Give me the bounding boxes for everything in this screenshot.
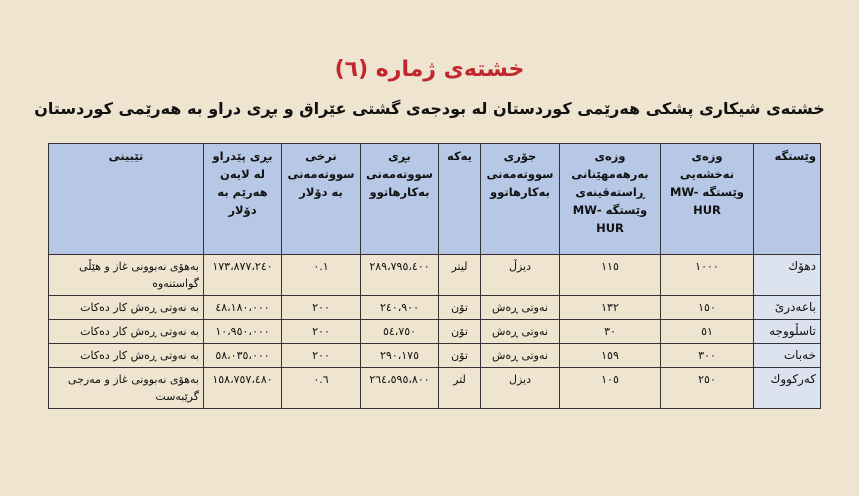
cell-amount-paid: ١٠،٩٥٠،٠٠٠ (204, 320, 282, 344)
cell-fuel-price: ٢٠٠ (282, 344, 361, 368)
cell-planned-capacity: ١٠٠٠ (661, 255, 754, 296)
cell-actual-production: ١٣٢ (560, 296, 661, 320)
cell-fuel-price: ٠.١ (282, 255, 361, 296)
table-row (49, 344, 821, 368)
cell-fuel-type: دیزل (481, 368, 560, 409)
cell-planned-capacity: ٣٠٠ (661, 344, 754, 368)
cell-station: تاسڵووجە (754, 320, 821, 344)
cell-fuel-amount: ٢٤٠،٩٠٠ (361, 296, 439, 320)
cell-unit: تۆن (439, 296, 481, 320)
cell-station: خەبات (754, 344, 821, 368)
fuel-table (48, 143, 821, 409)
header-station: وێستگە (754, 144, 821, 255)
cell-fuel-amount: ٢٩٠،١٧٥ (361, 344, 439, 368)
cell-fuel-type: نەوتی ڕەش (481, 320, 560, 344)
cell-fuel-amount: ٥٤،٧٥٠ (361, 320, 439, 344)
cell-station: باعەدرێ (754, 296, 821, 320)
header-fuel-type: جۆری سووتەمەنی بەکارهاتوو (481, 144, 560, 255)
table-header (49, 144, 821, 255)
cell-planned-capacity: ٥١ (661, 320, 754, 344)
document-title: خشتەی ژمارە (٦) (334, 57, 525, 82)
cell-amount-paid: ١٥٨،٧٥٧،٤٨٠ (204, 368, 282, 409)
cell-notes: بە نەوتی ڕەش کار دەکات (49, 320, 204, 344)
cell-unit: لیتر (439, 255, 481, 296)
table-row (49, 255, 821, 296)
cell-fuel-type: نەوتی ڕەش (481, 296, 560, 320)
table-body (49, 255, 821, 409)
cell-fuel-price: ٠.٦ (282, 368, 361, 409)
cell-amount-paid: ٤٨،١٨٠،٠٠٠ (204, 296, 282, 320)
header-row (49, 144, 821, 255)
cell-notes: بەهۆی نەبوونی غاز و هێڵی گواستنەوە (49, 255, 204, 296)
table-row (49, 320, 821, 344)
cell-unit: تۆن (439, 344, 481, 368)
header-amount-paid: بڕی پێدراو لە لایەن هەرێم بە دۆلار (204, 144, 282, 255)
cell-unit: لتر (439, 368, 481, 409)
document-subtitle: خشتەی شیکاری پشکی هەرێمی کوردستان لە بودجەی گشتی عێراق و بڕی دراو بە هەرێمی کوردستان (34, 99, 825, 118)
header-fuel-amount: بڕی سووتەمەنی بەکارهاتوو (361, 144, 439, 255)
cell-amount-paid: ٥٨،٠٣٥،٠٠٠ (204, 344, 282, 368)
table-row (49, 296, 821, 320)
cell-actual-production: ٣٠ (560, 320, 661, 344)
cell-amount-paid: ١٧٣،٨٧٧،٢٤٠ (204, 255, 282, 296)
table-row (49, 368, 821, 409)
cell-actual-production: ١١٥ (560, 255, 661, 296)
cell-actual-production: ١٠٥ (560, 368, 661, 409)
cell-fuel-amount: ٢٨٩،٧٩٥،٤٠٠ (361, 255, 439, 296)
cell-notes: بە نەوتی ڕەش کار دەکات (49, 296, 204, 320)
cell-fuel-type: نەوتی ڕەش (481, 344, 560, 368)
cell-fuel-price: ٢٠٠ (282, 320, 361, 344)
cell-station: کەرکووك (754, 368, 821, 409)
cell-fuel-type: دیزڵ (481, 255, 560, 296)
cell-station: دهۆك (754, 255, 821, 296)
header-unit: یەکە (439, 144, 481, 255)
cell-notes: بەهۆی نەبوونی غاز و مەرجی گرێبەست (49, 368, 204, 409)
header-actual-production: وزەی بەرهەمهێنانی ڕاستەقینەی وێستگە -MW HUR (560, 144, 661, 255)
cell-fuel-price: ٢٠٠ (282, 296, 361, 320)
cell-fuel-amount: ٢٦٤،٥٩٥،٨٠٠ (361, 368, 439, 409)
cell-notes: بە نەوتی ڕەش کار دەکات (49, 344, 204, 368)
cell-planned-capacity: ١٥٠ (661, 296, 754, 320)
cell-actual-production: ١٥٩ (560, 344, 661, 368)
header-notes: تێبینی (49, 144, 204, 255)
header-fuel-price: نرخی سووتەمەنی بە دۆلار (282, 144, 361, 255)
header-planned-capacity: وزەی نەخشەیی وێستگە MW-HUR (661, 144, 754, 255)
cell-planned-capacity: ٢٥٠ (661, 368, 754, 409)
cell-unit: تۆن (439, 320, 481, 344)
